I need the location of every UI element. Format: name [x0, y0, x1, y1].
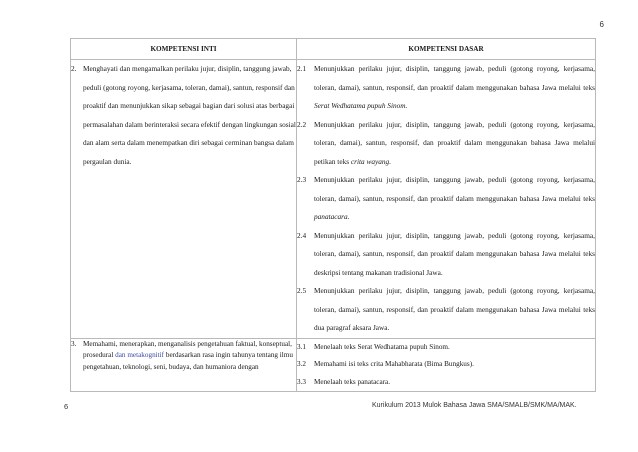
kd-number: 2.5 [297, 286, 307, 295]
kd-text: Menunjukkan perilaku jujur, disiplin, tanggung jawab, peduli (gotong royong, kerjasama, toleran, damai), santun, responsif, dan proaktif dalam menggunakan bahasa Jawa melalui petikan teks crita wayang. [314, 119, 595, 166]
ki-number: 3. [71, 339, 77, 348]
kd-number: 2.3 [297, 175, 307, 184]
ki-highlight: dan metakognitif [115, 351, 165, 359]
kd-text: Menunjukkan perilaku jujur, disiplin, tanggung jawab, peduli (gotong royong, kerjasama, toleran, damai), santun, responsif, dan proaktif dalam menggunakan bahasa Jawa melalui teks panatacara. [314, 175, 595, 221]
kd-item [297, 60, 595, 116]
kd-text: Menelaah teks Serat Wedhatama pupuh Sinom. [314, 342, 450, 351]
page-number-top: 6 [599, 20, 604, 29]
kd-emphasis: crita wayang. [350, 156, 392, 166]
kd-item [297, 282, 595, 338]
kd-text: Menunjukkan perilaku jujur, disiplin, tanggung jawab, peduli (gotong royong, kerjasama, toleran, damai), santun, responsif, dan proaktif dalam menggunakan bahasa Jawa melalui teks dua paragraf aksara Jawa. [314, 286, 595, 332]
ki-text: Memahami, menerapkan, menganalisis pengetahuan faktual, konseptual, prosedural dan metakognitif berdasarkan rasa ingin tahunya tentang ilmu pengetahuan, teknologi, seni, budaya, dan humaniora dengan [83, 339, 293, 371]
header-kompetensi-inti: KOMPETENSI INTI [71, 39, 297, 60]
kd-item [297, 374, 595, 392]
kd-number: 2.1 [297, 64, 307, 73]
ki-item [71, 339, 296, 374]
kd-number: 3.1 [297, 342, 306, 351]
kd-cell-2 [297, 60, 596, 339]
footer-page-number: 6 [64, 402, 69, 411]
kd-number: 3.3 [297, 377, 306, 386]
ki-number: 2. [71, 64, 77, 73]
kd-text: Menunjukkan perilaku jujur, disiplin, tanggung jawab, peduli (gotong royong, kerjasama, toleran, damai), santun, responsif, dan proaktif dalam menggunakan bahasa Jawa melalui teks Serat Wedhatama pupuh Sinom. [314, 64, 595, 110]
kd-text: Menunjukkan perilaku jujur, disiplin, tanggung jawab, peduli (gotong royong, kerjasama, toleran, damai), santun, responsif, dan proaktif dalam menggunakan bahasa Jawa melalui teks deskripsi tentang makanan tradisional Jawa. [314, 230, 595, 277]
kd-item [297, 356, 595, 374]
kd-text: Menelaah teks panatacara. [314, 377, 391, 386]
header-kompetensi-dasar: KOMPETENSI DASAR [297, 39, 596, 60]
footer-curriculum-text: Kurikulum 2013 Mulok Bahasa Jawa SMA/SMALB/SMK/MA/MAK. [372, 402, 577, 409]
kd-cell-3 [297, 338, 596, 392]
ki-cell-3 [71, 338, 297, 392]
kd-number: 2.2 [297, 119, 307, 129]
kd-item [297, 339, 595, 357]
table-header-row [71, 39, 596, 60]
kd-number: 3.2 [297, 360, 306, 368]
ki-cell-2 [71, 60, 297, 339]
ki-item [71, 60, 296, 171]
ki-text: Menghayati dan mengamalkan perilaku jujur, disiplin, tanggung jawab, peduli (gotong royong, kerjasama, toleran, damai), santun, responsif dan proaktif dan menunjukkan sikap sebagai bagian dari solusi atas berbagai permasalahan dalam berinteraksi secara efektif dengan lingkungan sosial dan alam serta dalam menempatkan diri sebagai cerminan bangsa dalam pergaulan dunia. [83, 64, 296, 166]
kd-item [297, 116, 595, 172]
kd-text: Memahami isi teks crita Mahabharata (Bima Bungkus). [314, 360, 474, 368]
competency-table [70, 38, 596, 392]
kd-emphasis: panatacara. [314, 212, 350, 221]
kd-emphasis: Serat Wedhatama pupuh Sinom. [314, 101, 408, 110]
kd-number: 2.4 [297, 230, 307, 240]
kd-item [297, 227, 595, 283]
table-row [71, 60, 596, 339]
kd-item [297, 171, 595, 227]
table-row [71, 338, 596, 392]
